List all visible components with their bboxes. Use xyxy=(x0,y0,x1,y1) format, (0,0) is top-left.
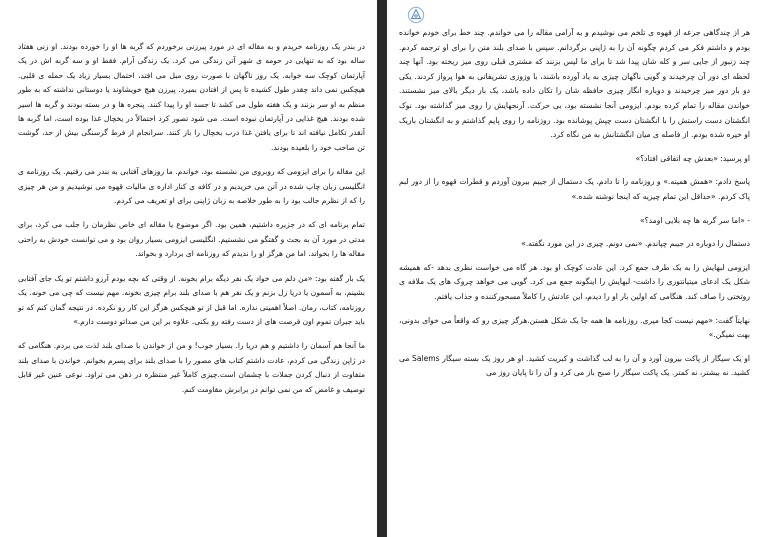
right-paragraph-5: دستمال را دوباره در جیبم چپاندم. «نمی دونم. چیزی در این مورد نگفته.» xyxy=(521,239,750,249)
left-paragraph-5: ما آنجا هم آسمان را داشتیم و هم دریا را. بسیار خوب! و من از خواندن با صدای بلند لذت می بردم. هنگامی که در ژاپن زندگی می کردم، عادت داشتم کتاب های مصور را با صدای بلند برای پسرم بخوانم. خواندن با صدای بلند متفاوت از دنبال کردن جملات با چشمان است.چیزی کاملاً غیر منتظره در ذهن می تراود. نوعی عنین غیر قابل توصیف و غامض که من نمی توانم در برابرش مقاومت کنم. xyxy=(18,341,365,394)
right-paragraph-2: او پرسید: «بعدش چه اتفاقی افتاد؟» xyxy=(635,153,750,163)
right-paragraph-6: ایزومی لبهایش را به یک طرف جمع کرد. این عادت کوچک او بود. هر گاه می خواست نظری بدهد -که همیشه شکل یک ادعای میتیانتوری را داشت- لبهایش را اینگونه جمع می کرد. گویی می خواهد چروک های یک ملافه ی روتختی را صاف کند. هنگامی که اولین بار او را دیدم، این عادتش را کاملاً مسحورکننده و جذاب یافتم. xyxy=(399,262,750,301)
right-paragraph-4: - «اما سر گربه ها چه بلایی اومد؟» xyxy=(640,215,750,225)
left-paragraph-1: در بندر یک روزنامه خریدم و به مقاله ای در مورد پیرزنی برخوردم که گربه ها او را خورده بودند. او زنی هفتاد ساله بود که به تنهایی در حومه ی شهر آتن زندگی می کرد. یک زندگی آرام. فقط او و سه گربه اش در یک آپارتمان کوچک سه خوابه. یک روز ناگهان با صورت روی مبل می افتد، احتمال بسیار زیاد یک حمله ی قلبی. هیچکس نمی داند چقدر طول کشیده تا پس از افتادن بمیرد. پیرزن هیچ خویشاوند یا دوستانی نداشته که به طور منظم به او سر بزنند و یک هفته طول می کشد تا جسد او را پیدا کنند. پنجره ها و در بسته بودند و گربه ها اسیر شده بودند. هیچ غذایی در آپارتمان نبوده است. می شود تصور کرد احتمالاً در یخچال غذا بوده است، اما گربه ها آنقدر تکامل نیافته اند تا برای یافتن غذا درب یخچال را باز کنند. سرانجام از فرط گرسنگی بیش از حد، گوشت تن صاحب خود را بلعیده بودند. xyxy=(18,42,365,152)
left-paragraph-4: یک بار گفته بود: «من دلم می خواد یک نفر دیگه برام بخونه. از وقتی که بچه بودم آرزو داشتم تو یک جای آفتابی بشینم، به آسمون یا دریا زل بزنم و یک نفر هم با صدای بلند برام چیزی بخونه. مهم نیست که چی می خونه. یک روزنامه، کتاب، رمان. اصلاً اهمیتی نداره. اما قبل از تو هیچکس هرگز این کار رو نکرده. در نتیجه گمان کنم که تو باید جبران تموم اون فرصت های از دست رفته رو بکنی. علاوه بر این من صداتو دوست دارم.» xyxy=(18,273,365,326)
right-paragraph-8: او یک سیگار از پاکت بیرون آورد و آن را به لب گذاشت و کبریت کشید. او هر روز یک بسته سیگار Salems می کشید. نه بیشتر، نه کمتر. یک پاکت سیگار را صبح باز می کرد و آن را تا پایان روز می xyxy=(399,353,750,378)
right-page xyxy=(387,0,768,537)
left-page xyxy=(0,0,377,537)
circular-logo-icon xyxy=(407,6,425,24)
right-paragraph-7: نهایتاً گفت: «مهم نیست کجا میری. روزنامه ها همه جا یک شکل هستن.هرگز چیزی رو که واقعاً می خوای بدونی، بهت نمیگن.» xyxy=(399,315,750,340)
right-paragraph-1: هر از چندگاهی جرعه از قهوه ی تلخم می نوشیدم و به آرامی مقاله را می خواندم. چند خط برای خودم خوانده بودم و داشتم فکر می کردم چگونه آن را به ژاپنی برگردانم. سپس با صدای بلند متن را برای او ترجمه کردم. چند زنبور از جایی سر و کله شان پیدا شد تا برای ما لیس بزنند که مشتری قبلی روی میز ریخته بود. آنها چند لحظه ای دور آن چرخیدند و گویی ناگهان چیزی به یاد آورده باشند، با وزوزی تشریفاتی به هوا پرواز کردند. یکی دو بار دور میز چرخیدند و دوباره انگار چیزی حافظه شان را تکان داده باشد، یک بار دیگر بالای میز نشستند. خواندن مقاله را تمام کرده بودم. ایزومی آنجا نشسته بود، بی حرکت. آرنجهایش را روی میز گذاشته بود. نوک انگشتان دست راستش را با انگشتان دست چپش پوشانده بود. روزنامه را روی پایم گذاشتم و به انگشتان باریک او خیره شده بودم. از فاصله ی میان انگشتانش به من نگاه کرد. xyxy=(399,28,750,140)
left-paragraph-2: این مقاله را برای ایزومی که روبروی من نشسته بود، خواندم. ما روزهای آفتابی به بندر می رفتیم. یک روزنامه ی انگلیسی زبان چاپ شده در آتن می خریدیم و در کافه ی کنار اداره ی مالیات قهوه می نوشیدیم و من هر چیزی را که از نظرم جالب بود را به طور خلاصه به زبان ژاپنی برای او تعریف می کردم. xyxy=(18,167,365,206)
page-divider xyxy=(377,0,387,537)
left-paragraph-3: تمام برنامه ای که در جزیره داشتیم، همین بود. اگر موضوع یا مقاله ای خاص نظرمان را جلب می کرد، برای مدتی در مورد آن به بحث و گفتگو می نشستیم. انگلیسی ایزومی بسیار روان بود و می توانست خودش به راحتی مقاله ها را بخواند. اما من هرگز او را ندیدم که روزنامه ای بردارد و بخواند. xyxy=(18,220,365,259)
right-paragraph-3: پاسخ دادم: «همش همینه.» و روزنامه را تا دادم. یک دستمال از جیبم بیرون آوردم و قطرات قهوه را از دور لبم پاک کردم. «حداقل این تمام چیزیه که اینجا نوشته شده.» xyxy=(399,177,750,201)
